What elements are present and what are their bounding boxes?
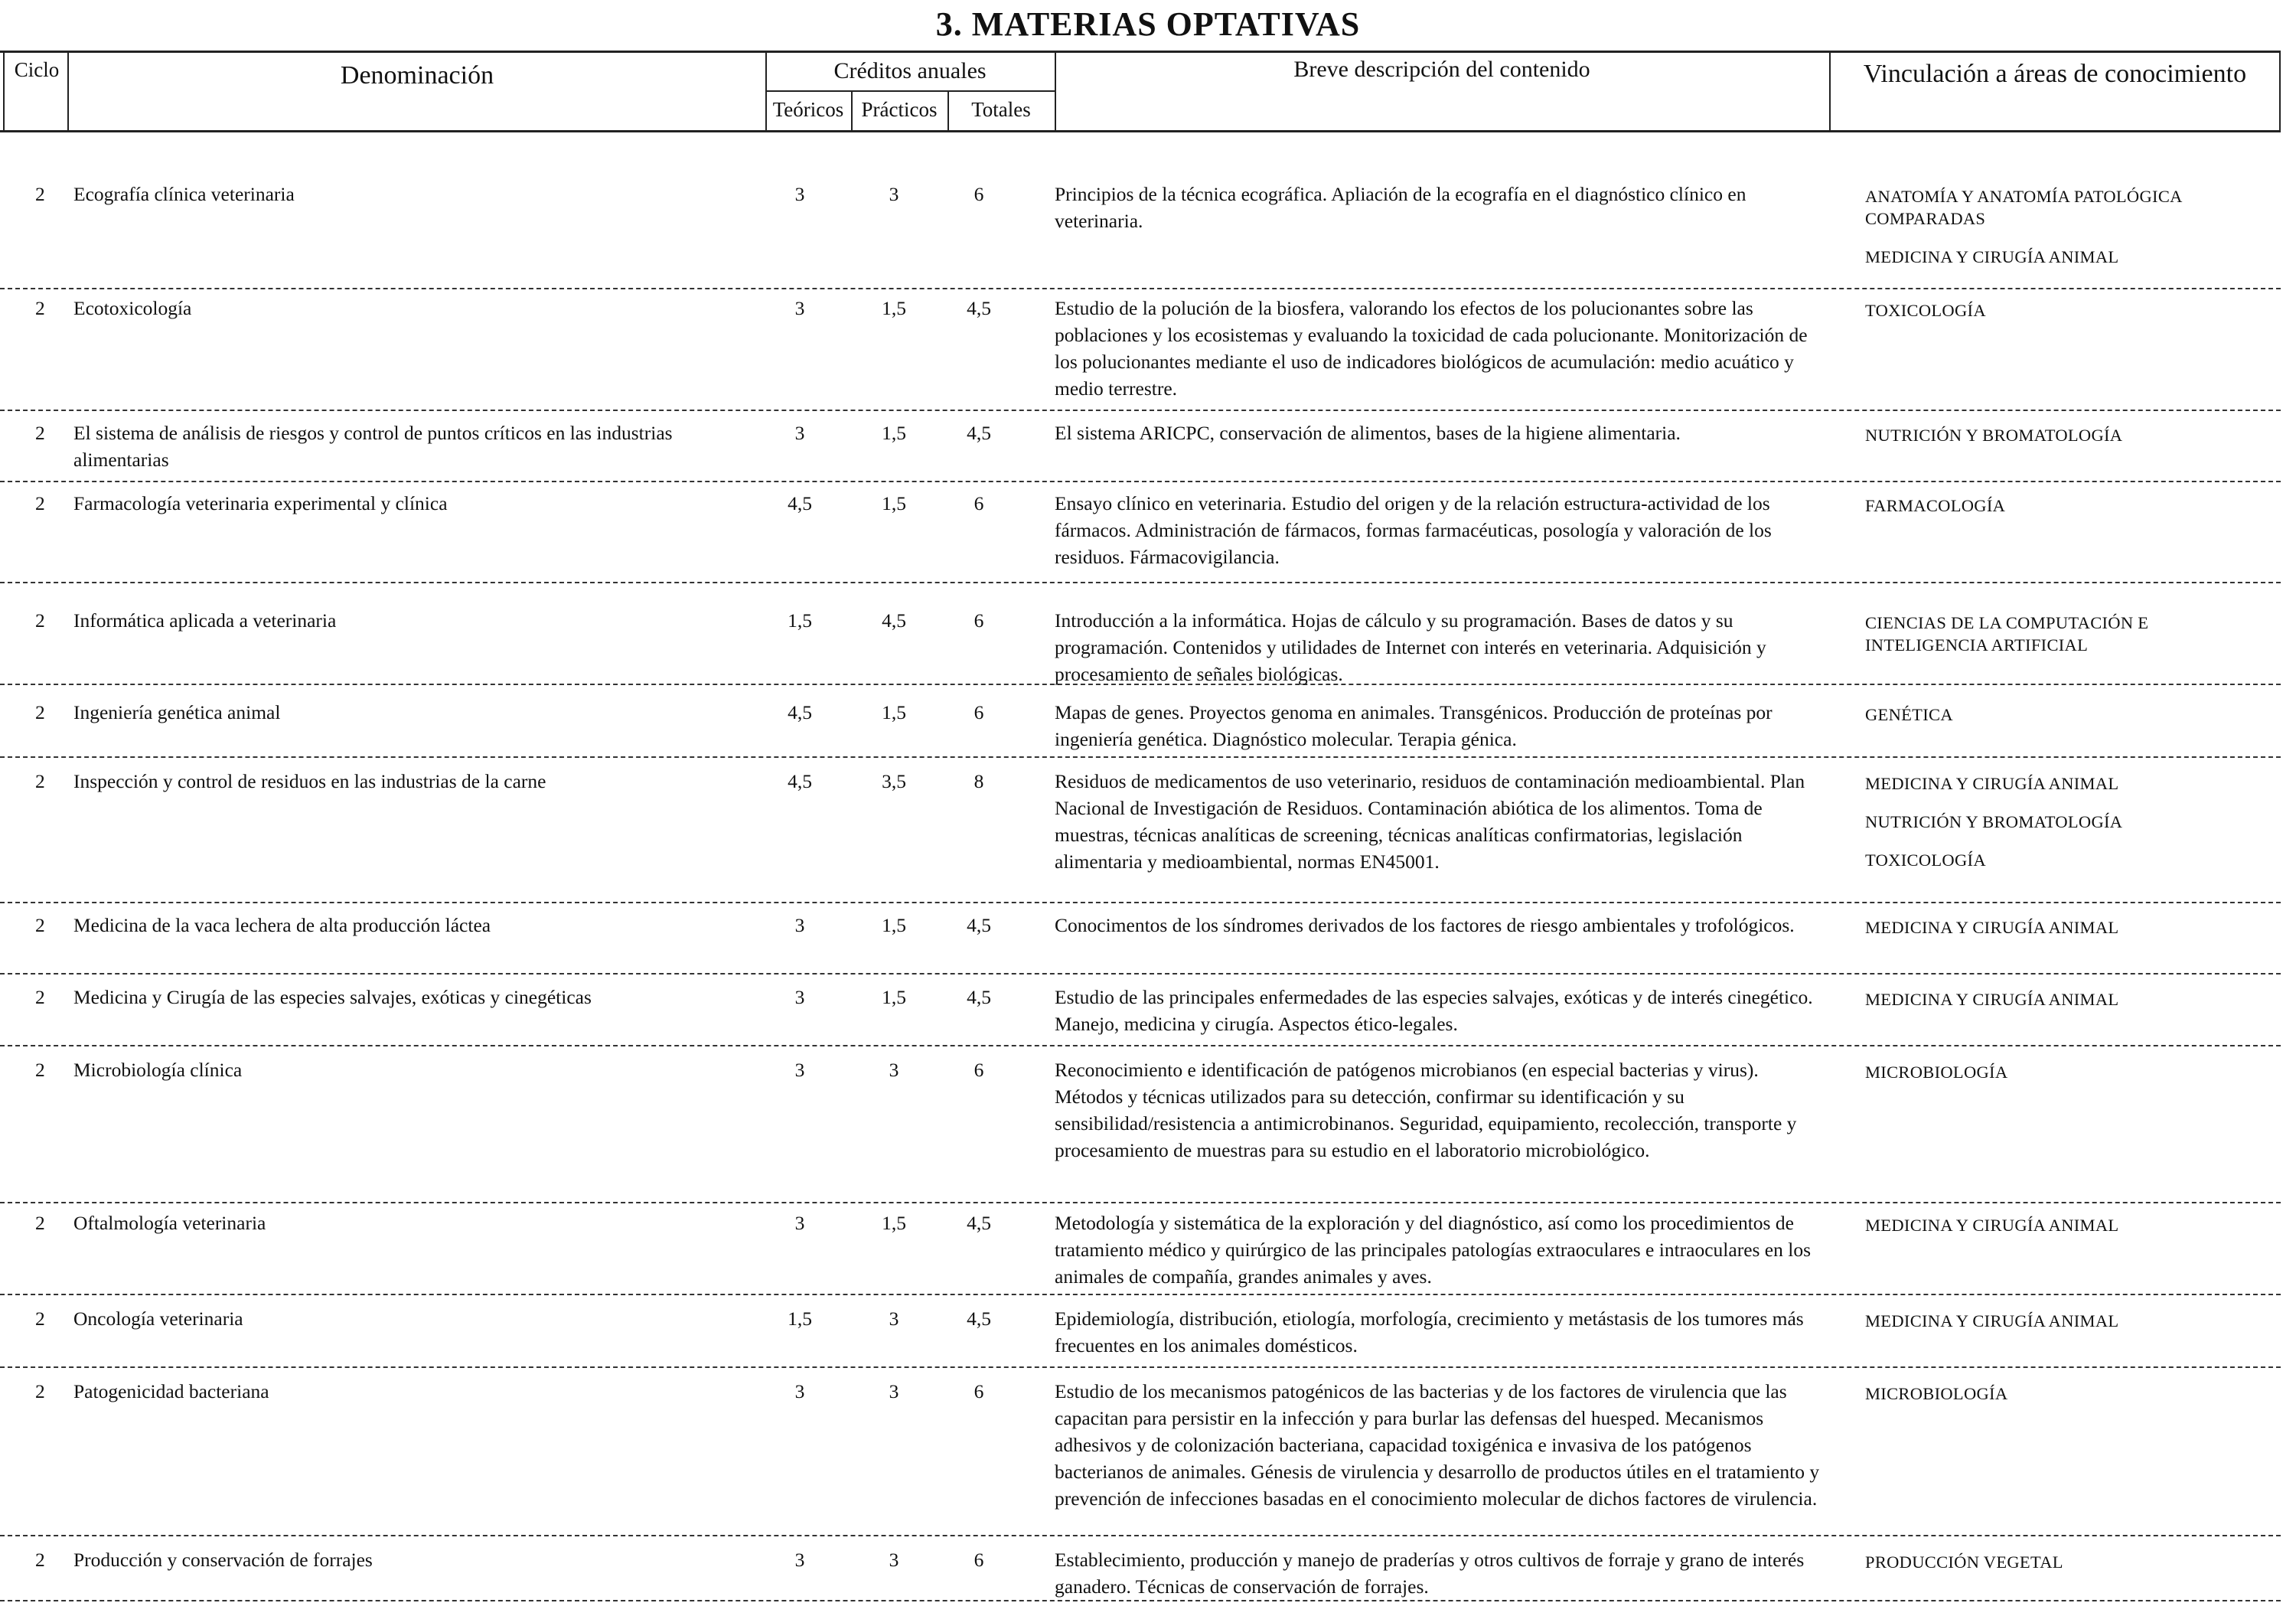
areas-cell bbox=[1865, 1061, 2263, 1099]
header-vinculacion: Vinculación a áreas de conocimiento bbox=[1863, 60, 2247, 88]
practicos-cell: 1,5 bbox=[882, 1212, 906, 1234]
header-divider bbox=[3, 51, 5, 132]
ciclo-cell: 2 bbox=[35, 422, 45, 444]
teoricos-cell: 3 bbox=[794, 422, 805, 444]
area-item: PRODUCCIÓN VEGETAL bbox=[1865, 1552, 2063, 1572]
ciclo-cell: 2 bbox=[35, 986, 45, 1008]
totales-cell: 4,5 bbox=[967, 1307, 991, 1330]
page-title: 3. MATERIAS OPTATIVAS bbox=[935, 5, 1361, 43]
denominacion-cell: Ingeniería genética animal bbox=[73, 701, 281, 723]
descripcion-cell: Estudio de la polución de la biosfera, valorando los efectos de los polucionantes sobre las poblaciones y los ecosistemas y evaluando la toxicidad de cada polucionante. Monitorización de los polucionantes mediante el uso de indicadores biológicos de acumulación: medio acuático y medio terrestre. bbox=[1055, 297, 1808, 400]
table-row bbox=[0, 1305, 2281, 1368]
ciclo-cell: 2 bbox=[35, 914, 45, 936]
ciclo-cell: 2 bbox=[35, 1059, 45, 1081]
practicos-cell: 1,5 bbox=[882, 701, 906, 723]
practicos-cell: 1,5 bbox=[882, 297, 906, 319]
areas-cell bbox=[1865, 704, 2263, 742]
denominacion-cell: Ecotoxicología bbox=[73, 297, 192, 319]
header-creditos-anuales: Créditos anuales bbox=[833, 58, 987, 83]
area-item: MEDICINA Y CIRUGÍA ANIMAL bbox=[1865, 247, 2119, 266]
practicos-cell: 1,5 bbox=[882, 914, 906, 936]
totales-cell: 4,5 bbox=[967, 422, 991, 444]
totales-cell: 4,5 bbox=[967, 297, 991, 319]
areas-cell bbox=[1865, 1383, 2263, 1421]
area-item: MEDICINA Y CIRUGÍA ANIMAL bbox=[1865, 990, 2119, 1009]
header-divider bbox=[2279, 51, 2281, 132]
ciclo-cell: 2 bbox=[35, 1307, 45, 1330]
descripcion-cell: Ensayo clínico en veterinaria. Estudio del origen y de la relación estructura-actividad de los fármacos. Administración de fármacos, formas farmacéuticas, posología y valoración de los residuos. Fármacovigilancia. bbox=[1055, 492, 1772, 568]
totales-cell: 6 bbox=[974, 183, 984, 205]
teoricos-cell: 3 bbox=[794, 297, 805, 319]
totales-cell: 6 bbox=[974, 1059, 984, 1081]
totales-cell: 6 bbox=[974, 609, 984, 632]
denominacion-cell: Medicina y Cirugía de las especies salvajes, exóticas y cinegéticas bbox=[73, 986, 592, 1008]
teoricos-cell: 3 bbox=[794, 914, 805, 936]
areas-cell bbox=[1865, 612, 2263, 672]
area-item: MEDICINA Y CIRUGÍA ANIMAL bbox=[1865, 918, 2119, 937]
practicos-cell: 1,5 bbox=[882, 422, 906, 444]
table-row bbox=[0, 768, 2281, 903]
table-row bbox=[0, 181, 2281, 289]
descripcion-cell: Establecimiento, producción y manejo de praderías y otros cultivos de forraje y grano de interés ganadero. Técnicas de conservación de forrajes. bbox=[1055, 1549, 1805, 1598]
ciclo-cell: 2 bbox=[35, 1380, 45, 1402]
table-row bbox=[0, 1056, 2281, 1203]
creditos-subheader-rule bbox=[765, 90, 1056, 92]
teoricos-cell: 3 bbox=[794, 986, 805, 1008]
denominacion-cell: Oncología veterinaria bbox=[73, 1307, 243, 1330]
totales-cell: 6 bbox=[974, 1380, 984, 1402]
totales-cell: 6 bbox=[974, 1549, 984, 1571]
practicos-cell: 3 bbox=[889, 1380, 899, 1402]
table-row bbox=[0, 1546, 2281, 1601]
area-item: NUTRICIÓN Y BROMATOLOGÍA bbox=[1865, 812, 2123, 831]
teoricos-cell: 3 bbox=[794, 183, 805, 205]
area-item: CIENCIAS DE LA COMPUTACIÓN E INTELIGENCIA ARTIFICIAL bbox=[1865, 613, 2149, 655]
area-item: ANATOMÍA Y ANATOMÍA PATOLÓGICA COMPARADAS bbox=[1865, 187, 2182, 228]
denominacion-cell: Patogenicidad bacteriana bbox=[73, 1380, 269, 1402]
totales-cell: 4,5 bbox=[967, 1212, 991, 1234]
practicos-cell: 3 bbox=[889, 1549, 899, 1571]
table-row bbox=[0, 984, 2281, 1046]
area-item: MEDICINA Y CIRUGÍA ANIMAL bbox=[1865, 774, 2119, 793]
areas-cell bbox=[1865, 185, 2263, 284]
areas-cell bbox=[1865, 299, 2263, 338]
denominacion-cell: El sistema de análisis de riesgos y control de puntos críticos en las industrias alimentarias bbox=[73, 422, 673, 471]
header-practicos: Prácticos bbox=[861, 98, 938, 121]
header-denominacion: Denominación bbox=[340, 61, 494, 90]
ciclo-cell: 2 bbox=[35, 770, 45, 792]
teoricos-cell: 1,5 bbox=[788, 1307, 812, 1330]
area-item: TOXICOLOGÍA bbox=[1865, 850, 1986, 870]
table-row bbox=[0, 1210, 2281, 1295]
practicos-cell: 3 bbox=[889, 1307, 899, 1330]
table-row bbox=[0, 490, 2281, 583]
descripcion-cell: Reconocimiento e identificación de patógenos microbianos (en especial bacterias y virus). Métodos y técnicas utilizados para su detección, confirmar su identificación y su sensibilidad/resistencia a antimicrobinanos. Seguridad, equipamiento, recolección, transporte y procesamiento de muestras para su estudio en el laboratorio microbiológico. bbox=[1055, 1059, 1797, 1161]
teoricos-cell: 3 bbox=[794, 1380, 805, 1402]
teoricos-cell: 3 bbox=[794, 1212, 805, 1234]
descripcion-cell: Introducción a la informática. Hojas de cálculo y su programación. Bases de datos y su programación. Contenidos y utilidades de Internet con interés en veterinaria. Adquisición y procesamiento de señales biológicas. bbox=[1055, 609, 1766, 685]
denominacion-cell: Oftalmología veterinaria bbox=[73, 1212, 266, 1234]
descripcion-cell: Estudio de las principales enfermedades de las especies salvajes, exóticas y de interés cinegético. Manejo, medicina y cirugía. Aspectos ético-legales. bbox=[1055, 986, 1813, 1035]
denominacion-cell: Producción y conservación de forrajes bbox=[73, 1549, 373, 1571]
area-item: MICROBIOLOGÍA bbox=[1865, 1384, 2008, 1403]
denominacion-cell: Inspección y control de residuos en las industrias de la carne bbox=[73, 770, 546, 792]
areas-cell bbox=[1865, 772, 2263, 887]
totales-cell: 4,5 bbox=[967, 914, 991, 936]
denominacion-cell: Informática aplicada a veterinaria bbox=[73, 609, 337, 632]
totales-cell: 8 bbox=[974, 770, 984, 792]
area-item: FARMACOLOGÍA bbox=[1865, 496, 2006, 515]
ciclo-cell: 2 bbox=[35, 701, 45, 723]
descripcion-cell: Estudio de los mecanismos patogénicos de las bacterias y de los factores de virulencia que las capacitan para persistir en la infección y para burlar las defensas del huesped. Mecanismos adhesivos y de colonización bacteriana, capacidad toxigénica e invasiva de los patógenos bacterianos de animales. Génesis de virulencia y desarrollo de productos útiles en el tratamiento y prevención de infecciones basadas en el conocimiento molecular de dichos factores de virulencia. bbox=[1055, 1380, 1820, 1510]
descripcion-cell: Epidemiología, distribución, etiología, morfología, crecimiento y metástasis de los tumores más frecuentes en los animales domésticos. bbox=[1055, 1307, 1804, 1356]
area-item: NUTRICIÓN Y BROMATOLOGÍA bbox=[1865, 426, 2123, 445]
area-item: TOXICOLOGÍA bbox=[1865, 301, 1986, 320]
descripcion-cell: El sistema ARICPC, conservación de alimentos, bases de la higiene alimentaria. bbox=[1055, 422, 1681, 444]
ciclo-cell: 2 bbox=[35, 183, 45, 205]
denominacion-cell: Microbiología clínica bbox=[73, 1059, 243, 1081]
practicos-cell: 1,5 bbox=[882, 986, 906, 1008]
table-row bbox=[0, 912, 2281, 974]
areas-cell bbox=[1865, 495, 2263, 533]
areas-cell bbox=[1865, 1310, 2263, 1348]
descripcion-cell: Conocimentos de los síndromes derivados de los factores de riesgo ambientales y trofológicos. bbox=[1055, 914, 1795, 936]
areas-cell bbox=[1865, 1214, 2263, 1252]
table-row bbox=[0, 1378, 2281, 1536]
practicos-cell: 4,5 bbox=[882, 609, 906, 632]
header-totales: Totales bbox=[971, 98, 1031, 121]
header-descripcion: Breve descripción del contenido bbox=[1293, 57, 1590, 82]
teoricos-cell: 4,5 bbox=[788, 770, 812, 792]
ciclo-cell: 2 bbox=[35, 1549, 45, 1571]
ciclo-cell: 2 bbox=[35, 492, 45, 514]
descripcion-cell: Principios de la técnica ecográfica. Apliación de la ecografía en el diagnóstico clínico en veterinaria. bbox=[1055, 183, 1746, 232]
totales-cell: 4,5 bbox=[967, 986, 991, 1008]
teoricos-cell: 4,5 bbox=[788, 701, 812, 723]
header-top-rule bbox=[0, 51, 2281, 53]
ciclo-cell: 2 bbox=[35, 1212, 45, 1234]
descripcion-cell: Residuos de medicamentos de uso veterinario, residuos de contaminación medioambiental. Plan Nacional de Investigación de Residuos. Contaminación abiótica de los alimentos. Toma de muestras, técnicas analíticas de screening, técnicas analíticas confirmatorias, legislación alimentaria y medioambiental, normas EN45001. bbox=[1055, 770, 1805, 873]
table-row bbox=[0, 295, 2281, 411]
area-item: GENÉTICA bbox=[1865, 705, 1953, 724]
totales-cell: 6 bbox=[974, 492, 984, 514]
table-row bbox=[0, 420, 2281, 482]
areas-cell bbox=[1865, 1551, 2263, 1589]
table-row bbox=[0, 607, 2281, 685]
practicos-cell: 3,5 bbox=[882, 770, 906, 792]
descripcion-cell: Mapas de genes. Proyectos genoma en animales. Transgénicos. Producción de proteínas por ingeniería genética. Diagnóstico molecular. Terapia génica. bbox=[1055, 701, 1773, 750]
areas-cell bbox=[1865, 916, 2263, 955]
table-row bbox=[0, 699, 2281, 758]
header-ciclo: Ciclo bbox=[14, 58, 60, 81]
header-teoricos: Teóricos bbox=[772, 98, 844, 121]
practicos-cell: 1,5 bbox=[882, 492, 906, 514]
areas-cell bbox=[1865, 424, 2263, 462]
denominacion-cell: Farmacología veterinaria experimental y clínica bbox=[73, 492, 448, 514]
ciclo-cell: 2 bbox=[35, 297, 45, 319]
teoricos-cell: 4,5 bbox=[788, 492, 812, 514]
teoricos-cell: 3 bbox=[794, 1059, 805, 1081]
ciclo-cell: 2 bbox=[35, 609, 45, 632]
practicos-cell: 3 bbox=[889, 1059, 899, 1081]
teoricos-cell: 3 bbox=[794, 1549, 805, 1571]
area-item: MICROBIOLOGÍA bbox=[1865, 1063, 2008, 1082]
denominacion-cell: Medicina de la vaca lechera de alta producción láctea bbox=[73, 914, 491, 936]
descripcion-cell: Metodología y sistemática de la exploración y del diagnóstico, así como los procedimientos de tratamiento médico y quirúrgico de las principales patologías extraoculares e intraoculares en los animales de compañía, grandes animales y aves. bbox=[1055, 1212, 1812, 1288]
denominacion-cell: Ecografía clínica veterinaria bbox=[73, 183, 295, 205]
areas-cell bbox=[1865, 988, 2263, 1027]
area-item: MEDICINA Y CIRUGÍA ANIMAL bbox=[1865, 1216, 2119, 1235]
practicos-cell: 3 bbox=[889, 183, 899, 205]
area-item: MEDICINA Y CIRUGÍA ANIMAL bbox=[1865, 1311, 2119, 1330]
teoricos-cell: 1,5 bbox=[788, 609, 812, 632]
totales-cell: 6 bbox=[974, 701, 984, 723]
header-bottom-rule bbox=[0, 130, 2281, 132]
